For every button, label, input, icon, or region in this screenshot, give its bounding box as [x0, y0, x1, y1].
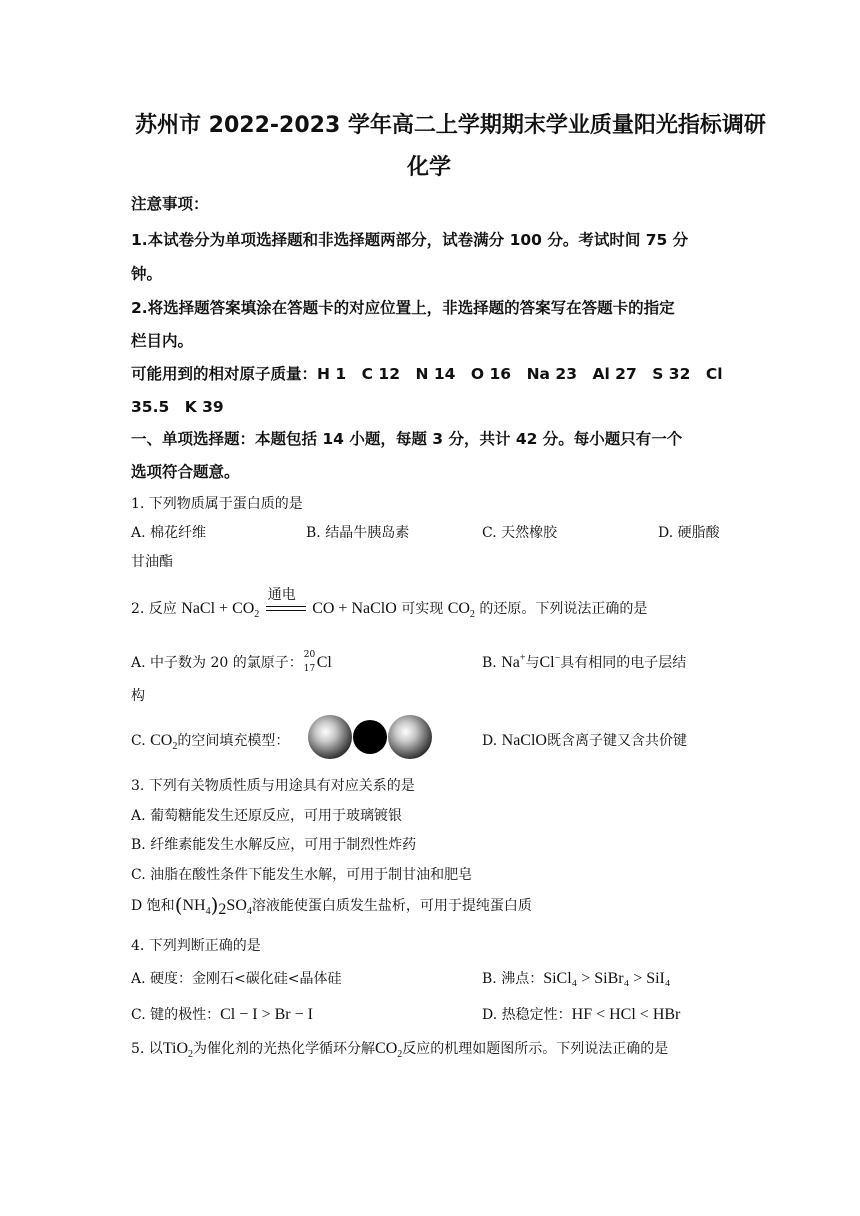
q3-option-c: C. 油脂在酸性条件下能发生水解，可用于制甘油和肥皂 [131, 867, 473, 883]
notes-item2-line1: 2.将选择题答案填涂在答题卡的对应位置上，非选择题的答案写在答题卡的指定 [131, 299, 675, 317]
q4-option-c: C. 键的极性：Cl − I > Br − I [131, 1006, 313, 1023]
q2-condition: 通电 [267, 587, 296, 603]
q3-stem: 3. 下列有关物质性质与用途具有对应关系的是 [131, 778, 415, 794]
q1-stem: 1. 下列物质属于蛋白质的是 [131, 496, 303, 512]
notes-item1-line2: 钟。 [131, 265, 163, 283]
q2-option-b: B. Na+与Cl−具有相同的电子层结 [482, 652, 687, 671]
q2-option-a: A. 中子数为 20 的氯原子： 20 17 Cl [131, 650, 332, 674]
q2-equation-left: NaCl + $CO_2$ [181, 600, 260, 621]
chlorine-isotope: 20 17 [303, 650, 316, 674]
q4-option-b: B. 沸点：SiCl₄ > SiBr₄ > SiI₄ [482, 970, 671, 987]
q2-prefix: 2. 反应 [131, 601, 177, 617]
q2-equation-right: CO + NaClO [312, 600, 397, 617]
exam-title: 苏州市 2022-2023 学年高二上学期期末学业质量阳光指标调研 [135, 113, 766, 138]
q1-option-a: A. 棉花纤维 [131, 525, 207, 541]
q3-option-d: D 饱和$(NH_4)_2SO_4$溶液能使蛋白质发生盐析，可用于提纯蛋白质 [131, 893, 532, 918]
q2-mid: 可实现 [401, 601, 444, 617]
co2-space-filling-model [306, 713, 436, 761]
q1-option-d: D. 硬脂酸 [658, 525, 720, 541]
q5-stem: 5. 以TiO$_2$为催化剂的光热化学循环分解$CO_2$反应的机理如题图所示。下列说法正确的是 [131, 1040, 669, 1061]
subject-title: 化学 [407, 155, 452, 180]
q2-option-c: C. $CO_2$的空间填充模型： [131, 732, 290, 753]
notes-heading: 注意事项： [131, 195, 209, 213]
atomic-masses-line1: 可能用到的相对原子质量：H 1 C 12 N 14 O 16 Na 23 Al 27 S 32 Cl [131, 365, 723, 383]
section1-heading-line2: 选项符合题意。 [131, 463, 240, 481]
q1-option-d-continued: 甘油酯 [131, 554, 173, 570]
section1-heading-line1: 一、单项选择题：本题包括 14 小题，每题 3 分，共计 42 分。每小题只有一个 [131, 430, 683, 448]
q2-electrolysis-sign [266, 587, 306, 616]
q3-option-b: B. 纤维素能发生水解反应，可用于制烈性炸药 [131, 837, 417, 853]
q1-option-c: C. 天然橡胶 [482, 525, 558, 541]
oxygen-atom-right [388, 715, 432, 759]
q2-stem [131, 587, 648, 621]
q3-option-a: A. 葡萄糖能发生还原反应，可用于玻璃镀银 [131, 808, 403, 824]
q1-option-b: B. 结晶牛胰岛素 [306, 525, 410, 541]
notes-item2-line2: 栏目内。 [131, 332, 194, 350]
carbon-atom [353, 720, 387, 754]
q2-option-d: D. NaClO既含离子键又含共价键 [482, 732, 687, 749]
q4-stem: 4. 下列判断正确的是 [131, 938, 261, 954]
q2-suffix: 的还原。下列说法正确的是 [479, 601, 648, 617]
q2-option-b-continued: 构 [131, 688, 145, 704]
notes-item1-line1: 1.本试卷分为单项选择题和非选择题两部分，试卷满分 100 分。考试时间 75 分 [131, 231, 689, 249]
q2-co2: $CO_2$ [447, 600, 475, 621]
q4-option-d: D. 热稳定性：HF < HCl < HBr [482, 1006, 681, 1023]
q4-option-a: A. 硬度：金刚石<碳化硅<晶体硅 [131, 971, 342, 987]
atomic-masses-line2: 35.5 K 39 [131, 398, 224, 416]
oxygen-atom-left [308, 715, 352, 759]
